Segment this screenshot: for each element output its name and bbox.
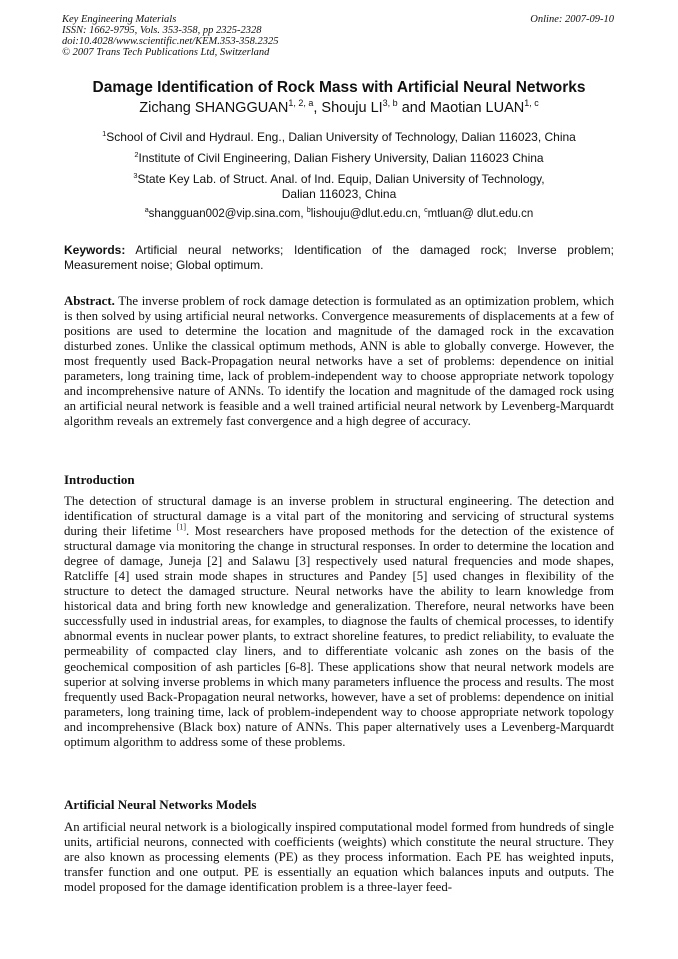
intro-text: The detection of structural damage is an inverse problem in structural engineering. The detection and identification of structural damage is a vital part of the monitoring and servicing of structural systems during their lifetime: [64, 494, 614, 539]
email-sup: a: [144, 206, 149, 215]
keywords-label: Keywords:: [64, 243, 126, 257]
affil-sup: 2: [134, 150, 139, 159]
doi-line: doi:10.4028/www.scientific.net/KEM.353-358.2325: [62, 36, 279, 47]
author-name: , Shouju LI: [313, 100, 383, 116]
affil-sup: 1: [102, 129, 107, 138]
ann-models-paragraph: An artificial neural network is a biologically inspired computational model formed from hundreds of single units, artificial neurons, connected with coefficients (weights) which constitute the neural structure. They are also known as processing elements (PE) as they process information. Each PE has weighted inputs, transfer function and one output. PE is essentially an equation which balances inputs and outputs. The model proposed for the damage identification problem is a three-layer feed-: [64, 820, 614, 895]
paper-title: Damage Identification of Rock Mass with Artificial Neural Networks: [92, 79, 586, 96]
email-sup: b: [306, 206, 311, 215]
email-sup: c: [424, 206, 428, 215]
intro-text: . Most researchers have proposed methods for the detection of the existence of structural damage via monitoring the change in structural responses. In order to determine the location and degree of damage, Juneja [2] and Salawu [3] respectively used natural frequencies and mode shapes, Ratcliffe [4] used strain mode shapes in structures and Pandey [5] used changes in flexibility of the structure to detect the damaged structure. Neural networks have the ability to learn knowledge from historical data and bring forth new knowledge and generalization. Therefore, neural networks have been successfully used in industrial areas, for examples, to diagnose the faults of chemical processes, to identify abnormal events in nuclear power plants, to extract shoreline features, to predict reliability, to evaluate the permeability of compacted clay liners, and to differentiate volcanic ash zones on the basis of the geochemical composition of ash particles [6-8]. These applications show that neural network models are superior at solving inverse problems in which many parameters influence the process and results. The most frequently used Back-Propagation neural networks, however, have a set of problems: dependence on initial parameters, long training time, lack of problem-independent way to choose appropriate network topology and incomprehensive (Black box) nature of ANNs. This paper alternatively uses a Levenberg-Marquardt optimum algorithm to address some of these problems.: [64, 524, 614, 749]
abstract-text: The inverse problem of rock damage detection is formulated as an optimization problem, which is then solved by using artificial neural networks. Convergence measurements of displacements at a few of positions are used to determine the location and magnitude of the damaged rock in the excavation disturbed zones. Unlike the classical optimum methods, ANN is able to globally converge. However, the most frequently used Back-Propagation neural networks have a set of problems: dependence on initial parameters, long training time, lack of problem-independent way to choose appropriate network topology and incomprehensive nature of ANNs. To identify the location and magnitude of the damaged rock using an artificial neural network is feasible and a well trained artificial neural network by Levenberg-Marquardt algorithm reveals an extremely fast convergence and a high degree of accuracy.: [64, 294, 614, 429]
author-line: [0, 100, 678, 116]
affil-text: Institute of Civil Engineering, Dalian Fishery University, Dalian 116023 China: [138, 151, 544, 165]
affil-text: State Key Lab. of Struct. Anal. of Ind. Equip, Dalian University of Technology,: [137, 172, 545, 186]
affil-sup: 3: [133, 171, 138, 180]
online-date: Online: 2007-09-10: [530, 14, 614, 25]
author-affil-sup: 1, c: [524, 98, 539, 109]
keywords-paragraph: [64, 243, 614, 272]
email-address: mtluan@ dlut.edu.cn: [427, 208, 534, 220]
issn-line: ISSN: 1662-9795, Vols. 353-358, pp 2325-2328: [62, 25, 262, 36]
introduction-heading: Introduction: [64, 472, 135, 487]
abstract-label: Abstract.: [64, 294, 115, 308]
affil-text: Dalian 116023, China: [281, 187, 397, 201]
affiliation-2: [0, 151, 678, 165]
affiliation-1: [0, 130, 678, 144]
author-name: Zichang SHANGGUAN: [139, 100, 289, 116]
keywords-text: Artificial neural networks; Identification of the damaged rock; Inverse problem; Measurement noise; Global optimum.: [64, 243, 614, 272]
email-address: shangguan002@vip.sina.com,: [148, 208, 307, 220]
author-affil-sup: 1, 2, a: [288, 98, 314, 109]
email-line: [0, 208, 678, 220]
journal-header: [62, 14, 279, 58]
affiliation-3-cont: [0, 187, 678, 201]
journal-name: Key Engineering Materials: [62, 14, 177, 25]
abstract-paragraph: [64, 294, 614, 429]
author-name: and Maotian LUAN: [397, 100, 525, 116]
email-address: lishouju@dlut.edu.cn,: [310, 208, 425, 220]
affil-text: School of Civil and Hydraul. Eng., Dalian University of Technology, Dalian 116023, China: [106, 130, 576, 144]
copyright-line: © 2007 Trans Tech Publications Ltd, Switzerland: [62, 47, 270, 58]
ann-models-heading: Artificial Neural Networks Models: [64, 797, 257, 812]
introduction-paragraph: [64, 494, 614, 750]
affiliation-3: [0, 172, 678, 186]
citation-ref: [1]: [176, 522, 187, 532]
author-affil-sup: 3, b: [382, 98, 398, 109]
